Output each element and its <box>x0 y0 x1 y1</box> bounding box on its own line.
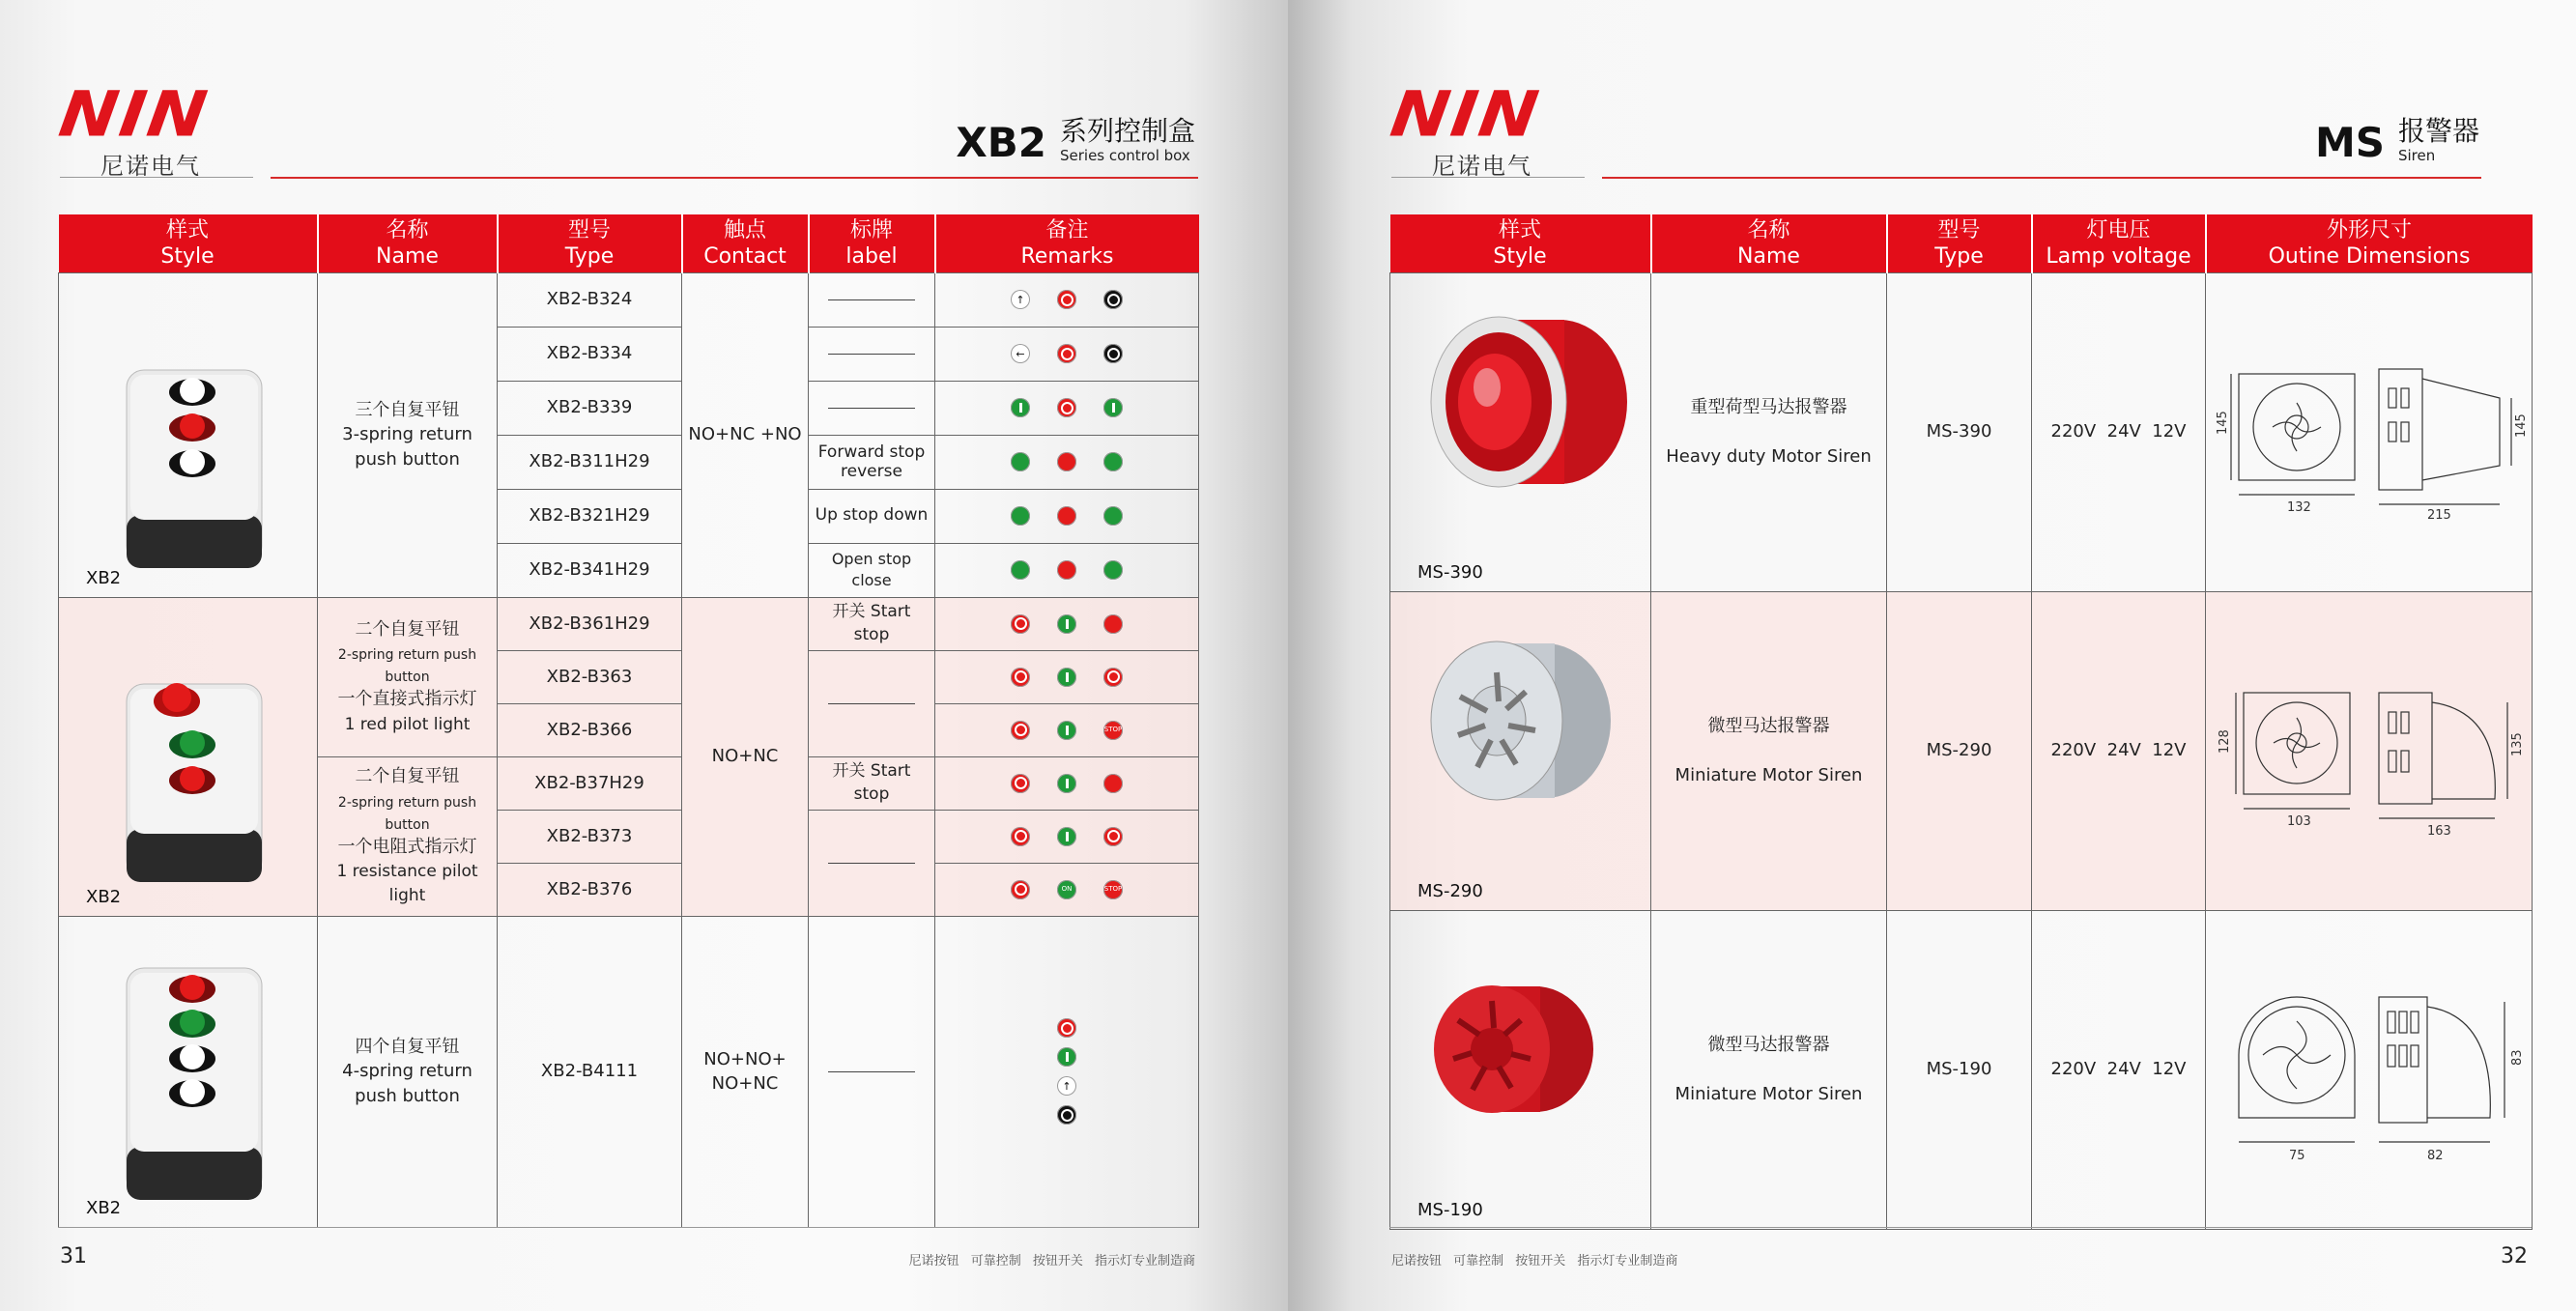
bar-icon <box>1011 398 1030 417</box>
col-contact: 触点 Contact <box>682 214 809 272</box>
xb2-table <box>58 214 1199 1228</box>
label-cell <box>809 810 935 916</box>
image-label: XB2 <box>86 568 122 589</box>
remarks-cell <box>935 810 1199 863</box>
type-cell: XB2-B373 <box>498 810 682 863</box>
type-cell: XB2-B363 <box>498 650 682 703</box>
voltage-cell: 220V 24V 12V <box>2032 910 2206 1229</box>
type-cell: XB2-B366 <box>498 703 682 756</box>
bar-icon <box>1057 774 1076 793</box>
col-style: 样式 Style <box>59 214 318 272</box>
remarks-cell <box>935 489 1199 543</box>
type-cell: XB2-B341H29 <box>498 543 682 597</box>
half-dot-icon <box>1103 614 1123 634</box>
col-type: 型号 Type <box>1887 214 2032 272</box>
series-title <box>956 115 1195 166</box>
half-dot-icon <box>1103 506 1123 526</box>
voltage-cell: 220V 24V 12V <box>2032 272 2206 591</box>
ring-icon <box>1057 290 1076 309</box>
ring-icon <box>1011 827 1030 846</box>
remarks-cell <box>935 597 1199 650</box>
remarks-cell <box>935 435 1199 489</box>
remarks-cell <box>935 327 1199 381</box>
label-cell: Up stop down <box>809 489 935 543</box>
remarks-cell <box>935 543 1199 597</box>
dim-label: 75 <box>2289 1149 2305 1163</box>
series-zh: 报警器 <box>2397 115 2479 147</box>
col-style: 样式 Style <box>1390 214 1651 272</box>
footer-rule <box>58 1227 1198 1228</box>
type-cell: XB2-B311H29 <box>498 435 682 489</box>
remarks-cell <box>935 916 1199 1227</box>
type-cell: MS-290 <box>1887 591 2032 910</box>
logo-mark: NIN <box>1386 77 1545 151</box>
footer-slogan: 尼诺按钮 可靠控制 按钮开关 指示灯专业制造商 <box>1391 1254 1678 1268</box>
half-dot-icon <box>1103 560 1123 580</box>
label-cell: Open stop close <box>809 543 935 597</box>
dim-label: 103 <box>2287 814 2311 829</box>
footer-slogan: 尼诺按钮 可靠控制 按钮开关 指示灯专业制造商 <box>908 1254 1195 1268</box>
label-cell <box>809 327 935 381</box>
dimension-drawing-ms290 <box>2210 654 2529 847</box>
logo-mark: NIN <box>54 77 214 151</box>
ring-icon <box>1057 344 1076 363</box>
logo-subtitle: 尼诺电气 <box>100 153 201 180</box>
contact-cell: NO+NC <box>682 597 809 916</box>
half-dot-icon <box>1057 506 1076 526</box>
header-rule <box>1391 177 1585 178</box>
header-rule-red <box>271 177 1198 179</box>
voltage-cell: 220V 24V 12V <box>2032 591 2206 910</box>
product-image-xb2-3 <box>59 272 318 597</box>
type-cell: XB2-B324 <box>498 272 682 327</box>
dim-label: 215 <box>2427 508 2451 523</box>
table-row <box>1390 910 2533 1229</box>
label-cell: 开关 Start stop <box>809 756 935 810</box>
col-type: 型号 Type <box>498 214 682 272</box>
table-row <box>1390 591 2533 910</box>
ring-icon <box>1103 827 1123 846</box>
dimension-drawing <box>2206 591 2533 910</box>
image-label: XB2 <box>86 887 122 908</box>
bar-icon: ON <box>1057 880 1076 899</box>
contact-cell: NO+NO+ NO+NC <box>682 916 809 1227</box>
dim-label: 163 <box>2427 824 2451 839</box>
type-cell: XB2-B334 <box>498 327 682 381</box>
series-title <box>2314 115 2479 166</box>
table-row <box>1390 272 2533 591</box>
dim-label: 82 <box>2427 1149 2444 1163</box>
type-cell: XB2-B321H29 <box>498 489 682 543</box>
series-code: MS <box>2314 119 2385 166</box>
ring-icon <box>1011 774 1030 793</box>
bar-icon <box>1057 1047 1076 1067</box>
half-dot-icon <box>1103 452 1123 471</box>
header-rule-red <box>1602 177 2481 179</box>
ring-icon <box>1103 344 1123 363</box>
col-name: 名称 Name <box>318 214 498 272</box>
ring-icon <box>1103 290 1123 309</box>
half-dot-icon <box>1057 560 1076 580</box>
arrow-left-icon: ← <box>1011 344 1030 363</box>
right-page <box>1288 0 2576 1311</box>
product-name: 四个自复平钮 4-spring return push button <box>318 916 498 1227</box>
label-cell <box>809 272 935 327</box>
ring-icon <box>1011 880 1030 899</box>
label-cell <box>809 650 935 756</box>
bar-icon <box>1057 614 1076 634</box>
col-label: 标牌 label <box>809 214 935 272</box>
ring-icon <box>1103 668 1123 687</box>
ring-icon <box>1011 721 1030 740</box>
table-row <box>59 597 1199 650</box>
dimension-drawing <box>2206 272 2533 591</box>
dim-label: 83 <box>2510 1049 2525 1066</box>
product-image-xb2-2 <box>59 597 318 916</box>
siren-ms290-image <box>1390 595 1651 910</box>
label-cell: 开关 Start stop <box>809 597 935 650</box>
series-en: Siren <box>2397 147 2436 164</box>
remarks-cell <box>935 272 1199 327</box>
type-cell: MS-190 <box>1887 910 2032 1229</box>
dim-label: 128 <box>2218 729 2232 754</box>
product-image-ms190 <box>1390 910 1651 1229</box>
table-row <box>59 916 1199 1227</box>
product-name: 三个自复平钮 3-spring return push button <box>318 272 498 597</box>
control-box-4-image <box>59 920 318 1227</box>
half-dot-icon <box>1011 506 1030 526</box>
remarks-cell <box>935 703 1199 756</box>
ring-icon <box>1057 1018 1076 1038</box>
half-dot-icon <box>1057 452 1076 471</box>
col-remarks: 备注 Remarks <box>935 214 1199 272</box>
product-name: 二个自复平钮 2-spring return push button 一个直接式指示灯 1 red pilot light <box>318 597 498 756</box>
arrow-up-icon: ↑ <box>1057 1076 1076 1096</box>
half-dot-icon <box>1011 452 1030 471</box>
footer-rule <box>1389 1227 2532 1228</box>
header-rule <box>60 177 253 178</box>
dim-label: 145 <box>2514 413 2529 438</box>
ring-icon <box>1011 614 1030 634</box>
type-cell: MS-390 <box>1887 272 2032 591</box>
label-cell: Forward stop reverse <box>809 435 935 489</box>
dim-label: 145 <box>2216 411 2230 435</box>
type-cell: XB2-B339 <box>498 381 682 435</box>
control-box-3-image <box>59 307 318 597</box>
remarks-cell <box>935 756 1199 810</box>
product-image-ms390 <box>1390 272 1651 591</box>
series-zh: 系列控制盒 <box>1059 115 1195 147</box>
bar-icon <box>1103 398 1123 417</box>
page-number: 31 <box>60 1244 87 1268</box>
image-label: XB2 <box>86 1198 122 1219</box>
series-en: Series control box <box>1059 147 1190 164</box>
series-code: XB2 <box>956 119 1046 166</box>
arrow-up-icon: ↑ <box>1011 290 1030 309</box>
product-name: 微型马达报警器 Miniature Motor Siren <box>1651 591 1887 910</box>
table-row <box>59 272 1199 327</box>
ms-table <box>1389 214 2533 1230</box>
product-name: 二个自复平钮 2-spring return push button 一个电阻式指示灯 1 resistance pilot light <box>318 756 498 916</box>
image-label: MS-190 <box>1417 1200 1483 1221</box>
remarks-cell <box>935 381 1199 435</box>
bar-icon <box>1057 668 1076 687</box>
remarks-cell <box>935 650 1199 703</box>
type-cell: XB2-B37H29 <box>498 756 682 810</box>
bar-icon <box>1057 721 1076 740</box>
table-header <box>1390 214 2533 272</box>
brand-logo <box>54 77 214 181</box>
type-cell: XB2-B4111 <box>498 916 682 1227</box>
ring-icon <box>1057 1105 1076 1125</box>
page-number: 32 <box>2501 1244 2528 1268</box>
label-cell <box>809 916 935 1227</box>
contact-cell: NO+NC +NO <box>682 272 809 597</box>
col-name: 名称 Name <box>1651 214 1887 272</box>
type-cell: XB2-B376 <box>498 863 682 916</box>
control-box-light-image <box>59 626 318 916</box>
stop-icon: STOP <box>1103 721 1123 740</box>
product-image-xb2-4 <box>59 916 318 1227</box>
col-voltage: 灯电压 Lamp voltage <box>2032 214 2206 272</box>
brand-logo <box>1386 77 1545 181</box>
dim-label: 132 <box>2287 500 2311 515</box>
siren-ms390-image <box>1390 276 1651 591</box>
stop-icon: STOP <box>1103 880 1123 899</box>
col-dimensions: 外形尺寸 Outine Dimensions <box>2206 214 2533 272</box>
half-dot-icon <box>1103 774 1123 793</box>
logo-subtitle: 尼诺电气 <box>1432 153 1532 180</box>
product-name: 微型马达报警器 Miniature Motor Siren <box>1651 910 1887 1229</box>
ring-icon <box>1057 398 1076 417</box>
ring-icon <box>1011 668 1030 687</box>
dimension-drawing <box>2206 910 2533 1229</box>
image-label: MS-390 <box>1417 562 1483 584</box>
remarks-cell <box>935 863 1199 916</box>
siren-ms190-image <box>1390 914 1651 1229</box>
image-label: MS-290 <box>1417 881 1483 902</box>
dimension-drawing-ms190 <box>2210 963 2529 1176</box>
dimension-drawing-ms390 <box>2210 335 2529 528</box>
type-cell: XB2-B361H29 <box>498 597 682 650</box>
label-cell <box>809 381 935 435</box>
table-header <box>59 214 1199 272</box>
bar-icon <box>1057 827 1076 846</box>
half-dot-icon <box>1011 560 1030 580</box>
dim-label: 135 <box>2510 732 2525 756</box>
product-name: 重型荷型马达报警器 Heavy duty Motor Siren <box>1651 272 1887 591</box>
product-image-ms290 <box>1390 591 1651 910</box>
